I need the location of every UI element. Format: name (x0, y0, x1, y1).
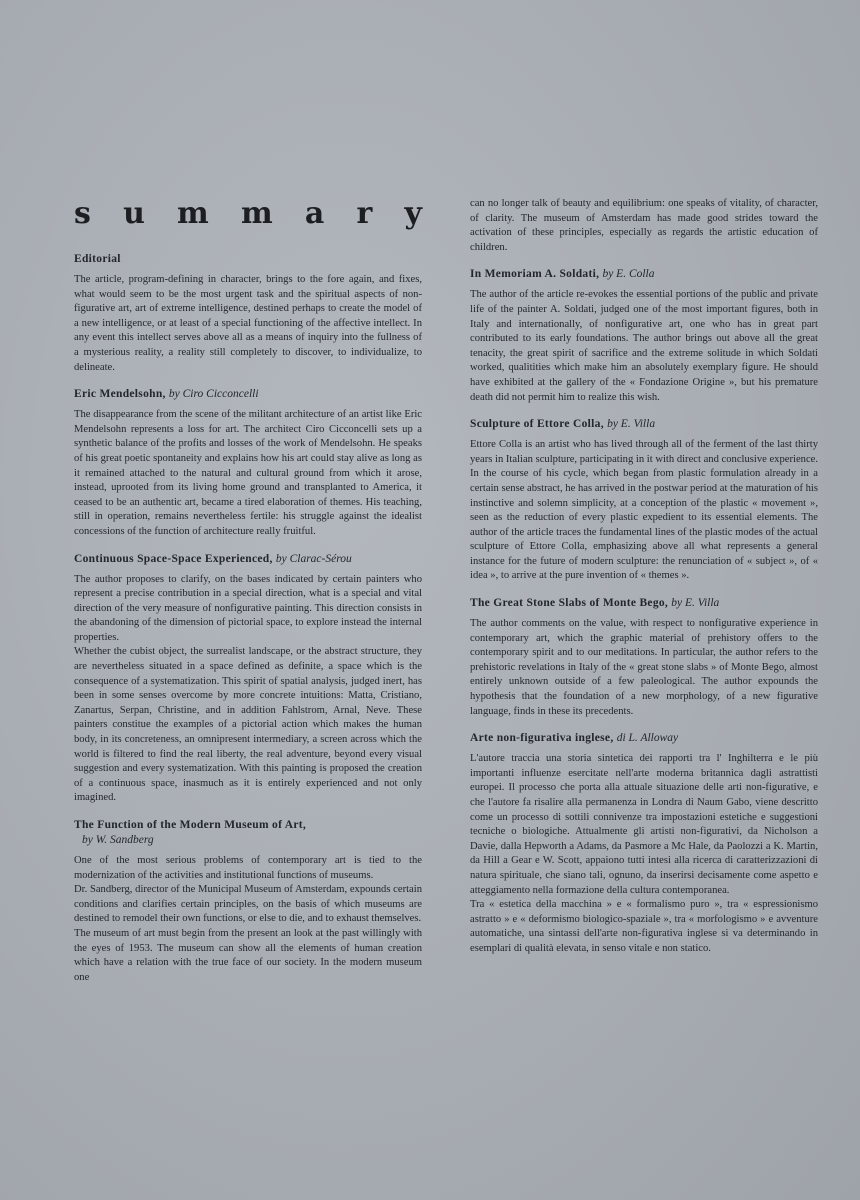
section-author: by Ciro Cicconcelli (168, 388, 259, 401)
title-letter: y (404, 196, 422, 231)
section-author: by Clarac-Sérou (275, 552, 352, 565)
section-heading-title: Continuous Space-Space Experienced, (74, 552, 273, 565)
section-heading (470, 731, 818, 746)
section-author: by E. Colla (602, 268, 655, 281)
section-modern-museum-continued (470, 197, 818, 255)
section-heading-title: In Memoriam A. Soldati, (470, 268, 600, 281)
section-paragraph: Whether the cubist object, the surrealist landscape, or the abstract structure, they are nevertheless situated in a space defined as definite, a space which is the consequence of a systematization. This spirit of spatial analysis, judged inert, has been in some senses overcome by more concrete intuitions: Matta, Cristiano, Zanartus, Serpan, Christine, and in addition Fahlstrom, Arnal, Neve. These painters constitue the examples of a pictorial action which makes the human body, in its concreteness, an omnipresent intermediary, a screen across which the world is filtered to find the real liberty, the real adventure, beyond every visual suggestion and every systematization. With this painting is proposed the creation of a continuous space, inasmuch as it is entirely experienced and not only imagined. (74, 646, 422, 804)
section-paragraph: The museum of art must begin from the present an look at the past willingly with the eyes of 1953. The museum can show all the elements of human creation which have a relation with the true face of our society. In the modern museum one (74, 927, 422, 983)
section-mendelsohn (74, 387, 422, 539)
section-paragraph: The article, program-defining in character, brings to the fore again, and fixes, what would seem to be the most urgent task and the spiritual aspects of non-figurative art, art of extreme intelligence, destined perhaps to create the model of a new intelligence, or at least of a special functioning of the affective intellect. In any event this intellect serves above all as a means of inquiry into the fullness of a mysterious reality, a reality still completely to discover, to individualize, to delineate. (74, 274, 422, 373)
section-continuous-space (74, 552, 422, 807)
title-letter: a (304, 196, 325, 231)
title-letter: m (240, 196, 273, 231)
section-colla (470, 417, 818, 584)
section-author: by W. Sandberg (82, 834, 154, 846)
section-heading (74, 552, 422, 567)
section-paragraph: Dr. Sandberg, director of the Municipal Museum of Amsterdam, expounds certain conditions and clarifies certain principles, on the basis of which museums are destined to remodel their own functions, or else to die, and to exhaust themselves. (74, 884, 422, 925)
section-paragraph: Ettore Colla is an artist who has lived through all of the ferment of the last thirty years in Italian sculpture, participating in it with direct and conclusive experience. In the course of his cycle, which began from plastic formulation already in a certain sense abstract, he has arrived in the postwar period at the maturation of his instinctive and solemn simplicity, at a conception of the plastic « movement », seen as the reduction of every plastic expedient to its essential elements. The author of the article traces the fundamental lines of the plastic modes of the actual sculpture of Ettore Colla, emphasizing above all what represents a general instance for the future of modern sculpture: the renunciation of « subject », of « idea », to arrive at the pure invention of « themes ». (470, 439, 819, 582)
section-heading (470, 267, 818, 282)
section-heading (470, 417, 818, 432)
section-editorial (74, 252, 422, 375)
section-heading-title: Sculpture of Ettore Colla, (470, 418, 604, 431)
section-heading (470, 596, 818, 611)
section-soldati (470, 267, 818, 405)
section-paragraph: The disappearance from the scene of the militant architecture of an artist like Eric Mendelsohn represents a loss for art. The architect Ciro Cicconcelli sets up a synthetic balance of the profits and losses of the work of Mendelsohn. He speaks of his great poetic spontaneity and explains how his art could stay alive as long as it remained attached to the natural and cultural ground from which it arose, instead, uprooted from its living home ground and transplanted to America, it ceased to be an authentic art, became a tired elaboration of themes. His teaching, still in operation, remains nevertheless fertile: his struggle against the idealist concessions of the function of architecture really fruitful. (74, 409, 422, 537)
title-letter: u (123, 196, 145, 231)
section-paragraph: Tra « estetica della macchina » e « formalismo puro », tra « espressionismo astratto » e « deformismo biologico-spaziale », tra « morfologismo » e avventure automatiche, una sintassi dell'arte non-figurativa inglese si va determinando in esemplari di qualità elevata, in senso vitale e non statico. (470, 899, 818, 954)
section-modern-museum (74, 818, 422, 985)
section-heading-title: The Function of the Modern Museum of Art, (74, 819, 307, 831)
section-author: by E. Villa (607, 418, 656, 431)
right-column (470, 197, 818, 969)
section-arte-inglese (470, 731, 818, 956)
section-paragraph: The author proposes to clarify, on the bases indicated by certain painters who represent a precise contribution in a special direction, what is a special and vital direction of the very measure of nonfigurative painting. This direction consists in the abandoning of the dimension of pictorial space, to explore instead the internal properties. (74, 573, 422, 643)
section-heading: Editorial (74, 253, 121, 265)
section-heading (74, 818, 422, 848)
section-monte-bego (470, 596, 818, 719)
section-author: by E. Villa (671, 597, 720, 610)
section-paragraph: L'autore traccia una storia sintetica dei rapporti tra l' Inghilterra e le più importanti influenze esercitate nell'arte moderna britannica dagli astrattisti europei. Il processo che porta alla attuale situazione delle arti non-figurative, e che l'autore fa risalire alla permanenza in Londra di Naum Gabo, viene descritto come un processo di sottili connivenze tra impostazioni estetiche e suggestioni tecniche o biologiche. Attualmente gli artisti non-figurativi, da Nicholson a Davie, dalla Hepworth a Adams, da Pasmore a Mc Hale, da Paolozzi a K. Martin, da Hill a Gear e W. Scott, appaiono tutti intesi alla ricerca di caratterizzazioni di natura spirituale, che siano tali, ognuno, da inserirsi decisamente come aspetto e atteggiamento nella formazione della cultura contemporanea. (470, 753, 818, 896)
left-column (74, 196, 422, 997)
title-letter: s (74, 196, 91, 231)
section-heading-title: Eric Mendelsohn, (74, 388, 166, 401)
page-title (74, 196, 422, 232)
section-heading-title: The Great Stone Slabs of Monte Bego, (470, 597, 669, 610)
section-paragraph: One of the most serious problems of contemporary art is tied to the modernization of the activities and institutional functions of museums. (74, 855, 422, 881)
section-paragraph: can no longer talk of beauty and equilibrium: one speaks of vitality, of character, of clarity. The museum of Amsterdam has made good strides toward the activation of these principles, especially as regards the artistic education of children. (470, 198, 818, 253)
section-author: di L. Alloway (616, 732, 679, 745)
title-letter: r (356, 196, 373, 231)
section-heading (74, 387, 422, 402)
section-paragraph: The author of the article re-evokes the essential portions of the public and private life of the painter A. Soldati, judged one of the most important figures, both in Italy and internationally, of nonfigurative art, one who has in great part contributed to its early foundations. The author brings out above all the great tenacity, the great spirit of sacrifice and the extreme solitude in which Soldati worked, qualitities which make him an absolutely exemplary figure. He should have exhibited at the gallery of the « Fondazione Origine », but his premature death did not permit him to realize this wish. (470, 289, 818, 403)
section-heading-title: Arte non-figurativa inglese, (470, 732, 614, 745)
title-letter: m (177, 196, 209, 231)
section-paragraph: The author comments on the value, with respect to nonfigurative experience in contemporary art, which the graphic material of prehistory offers to the contemporary spirit and to our meditations. In particular, the author refers to the prehistoric revelations in Italy of the « great stone slabs » of Monte Bego, almost entirely unknown outside of a few paleological. The author expounds the hypothesis that the foundation of a new morphology, of a new figurative language, finds in these its precedents. (470, 618, 818, 717)
